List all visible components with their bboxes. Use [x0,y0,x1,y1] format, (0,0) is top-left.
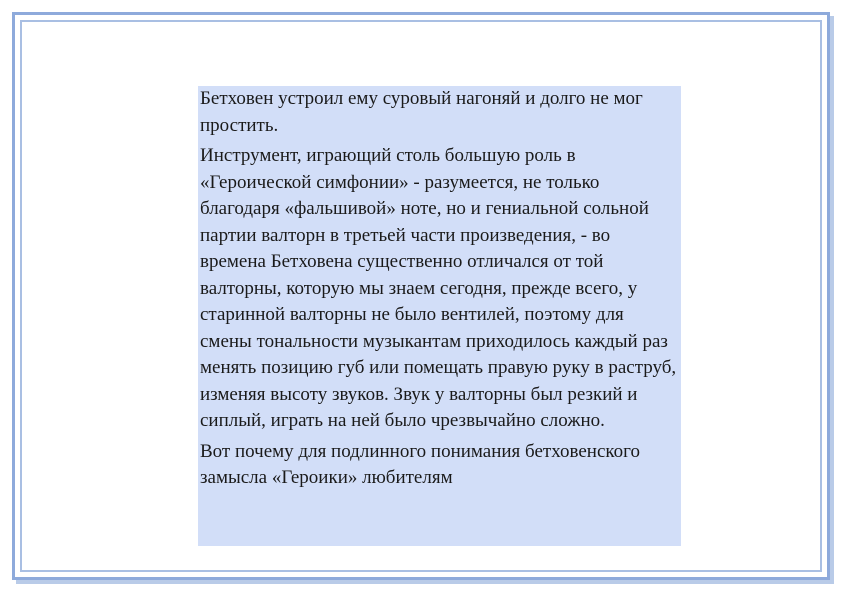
paragraph: Инструмент, играющий столь большую роль в «Героической симфонии» - разумеется, не только благодаря «фальшивой» ноте, но и гениальной сольной партии валторн в третьей части произведения, - во времена Бетховена существенно отличался от той валторны, которую мы знаем сегодня, прежде всего, у старинной валторны не было вентилей, поэтому для смены тональности музыкантам приходилось каждый раз менять позицию губ или помещать правую руку в раструб, изменяя высоту звуков. Звук у валторны был резкий и сиплый, играть на ней было чрезвычайно сложно. [200,145,677,431]
paragraph: Вот почему для подлинного понимания бетховенского замысла «Героики» любителям [200,440,640,488]
text-block [198,86,681,546]
paragraph: Бетховен устроил ему суровый нагоняй и долго не мог простить. [200,88,643,136]
frame-shadow-bottom [16,580,834,584]
frame-shadow-right [830,16,834,584]
